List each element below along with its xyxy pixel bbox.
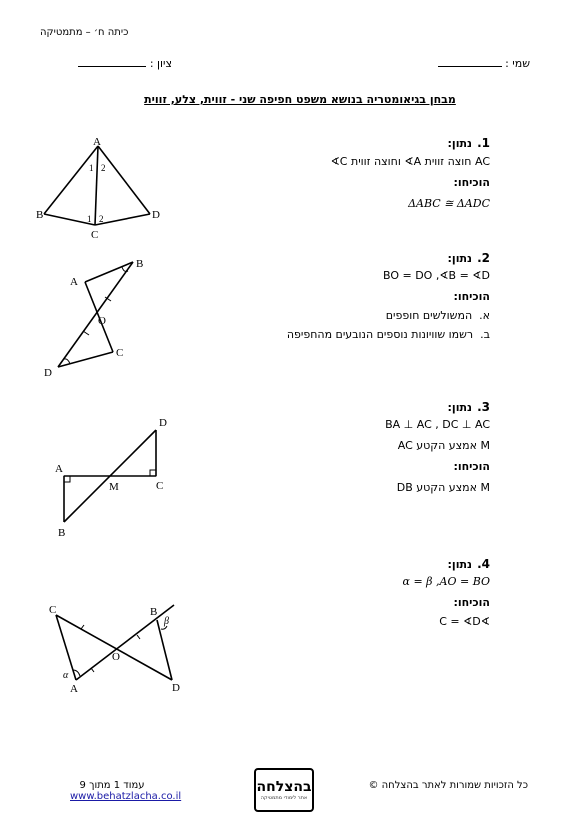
grade-line xyxy=(78,66,146,67)
footer-left xyxy=(70,780,250,802)
fig4-label-B: B xyxy=(150,606,158,618)
fig2-label-O: O xyxy=(98,315,106,327)
figure-1 xyxy=(36,136,166,248)
logo-subtitle: אתר לימודי מתמטיקה xyxy=(260,795,308,801)
fig1-label-D: D xyxy=(152,209,160,221)
fig1-angle-a2: 2 xyxy=(101,163,106,173)
fig3-label-A: A xyxy=(55,463,63,475)
fig1-angle-c1: 1 xyxy=(87,214,92,224)
page-number: עמוד 1 מתוך 9 xyxy=(79,780,145,791)
question-4 xyxy=(250,553,490,628)
q1-prove-label: הוכיחו: xyxy=(453,176,490,189)
fig2-label-B: B xyxy=(136,258,144,270)
fig2-label-D: D xyxy=(44,367,52,379)
q2-prove-a-letter: א. xyxy=(479,309,490,322)
fig4-beta: β xyxy=(164,616,169,627)
name-label: שמי : xyxy=(505,57,530,70)
fig2-label-C: C xyxy=(116,347,124,359)
q2-number: 2. xyxy=(477,251,490,265)
q4-prove: ∢C = ∢D xyxy=(439,615,490,628)
fig4-alpha: α xyxy=(63,670,69,681)
q4-given: α = β ,AO = BO xyxy=(402,575,490,588)
copyright-text: כל הזכויות שמורות לאתר בהצלחה © xyxy=(368,780,528,791)
question-3 xyxy=(250,396,490,494)
q4-prove-label: הוכיחו: xyxy=(453,596,490,609)
fig4-label-A: A xyxy=(70,683,78,695)
question-2 xyxy=(250,247,490,341)
q1-given: AC חוצה זווית A∢ וחוצה זווית C∢ xyxy=(330,155,490,168)
name-line xyxy=(438,66,502,67)
figure-2 xyxy=(38,252,150,380)
q4-number: 4. xyxy=(477,557,490,571)
page-title: מבחן בגיאומטריה בנושא משפט חפיפה שני - זווית, צלע, זווית xyxy=(144,93,456,106)
q1-given-label: נתון: xyxy=(447,137,472,150)
q3-prove-label: הוכיחו: xyxy=(453,460,490,473)
q3-given-2: M אמצע הקטע AC xyxy=(397,439,490,452)
q1-prove: ΔABC ≅ ΔADC xyxy=(408,197,490,210)
fig1-label-B: B xyxy=(36,209,44,221)
fig3-label-B: B xyxy=(58,527,66,539)
q2-prove-b-text: רשמו שוויונות נוספים הנובעים מהחפיפה xyxy=(286,328,474,341)
q3-number: 3. xyxy=(477,400,490,414)
q2-prove-label: הוכיחו: xyxy=(453,290,490,303)
fig3-label-C: C xyxy=(156,480,164,492)
fig4-label-D: D xyxy=(172,682,180,694)
name-field[interactable] xyxy=(430,57,530,70)
q3-prove: M אמצע הקטע DB xyxy=(396,481,490,494)
q2-given: BO = DO ,∢B = ∢D xyxy=(382,269,490,282)
q3-given-1: BA ⊥ AC , DC ⊥ AC xyxy=(385,418,490,431)
fig3-label-M: M xyxy=(109,481,119,493)
q2-prove-b-letter: ב. xyxy=(480,328,490,341)
question-1 xyxy=(250,132,490,210)
site-logo xyxy=(254,768,314,812)
fig3-label-D: D xyxy=(159,417,167,429)
q2-prove-b xyxy=(250,328,490,341)
fig1-angle-c2: 2 xyxy=(99,214,104,224)
fig1-label-A: A xyxy=(93,136,101,148)
grade-field[interactable] xyxy=(62,57,172,70)
fig1-label-C: C xyxy=(91,229,99,241)
grade-label: ציון : xyxy=(149,57,172,70)
q2-prove-a xyxy=(250,309,490,322)
q1-number: 1. xyxy=(477,136,490,150)
logo-text: בהצלחה xyxy=(256,779,312,795)
q2-prove-a-text: המשולשים חופפים xyxy=(385,309,473,322)
class-subject: כיתה ח׳ – מתמטיקה xyxy=(40,27,129,38)
q4-given-label: נתון: xyxy=(447,558,472,571)
q2-given-label: נתון: xyxy=(447,252,472,265)
fig4-label-C: C xyxy=(49,604,57,616)
fig2-label-A: A xyxy=(70,276,78,288)
figure-4 xyxy=(44,600,194,695)
fig1-angle-a1: 1 xyxy=(89,163,94,173)
website-link[interactable]: www.behatzlacha.co.il xyxy=(70,791,182,802)
fig4-label-O: O xyxy=(112,651,120,663)
figure-3 xyxy=(52,410,178,540)
q3-given-label: נתון: xyxy=(447,401,472,414)
